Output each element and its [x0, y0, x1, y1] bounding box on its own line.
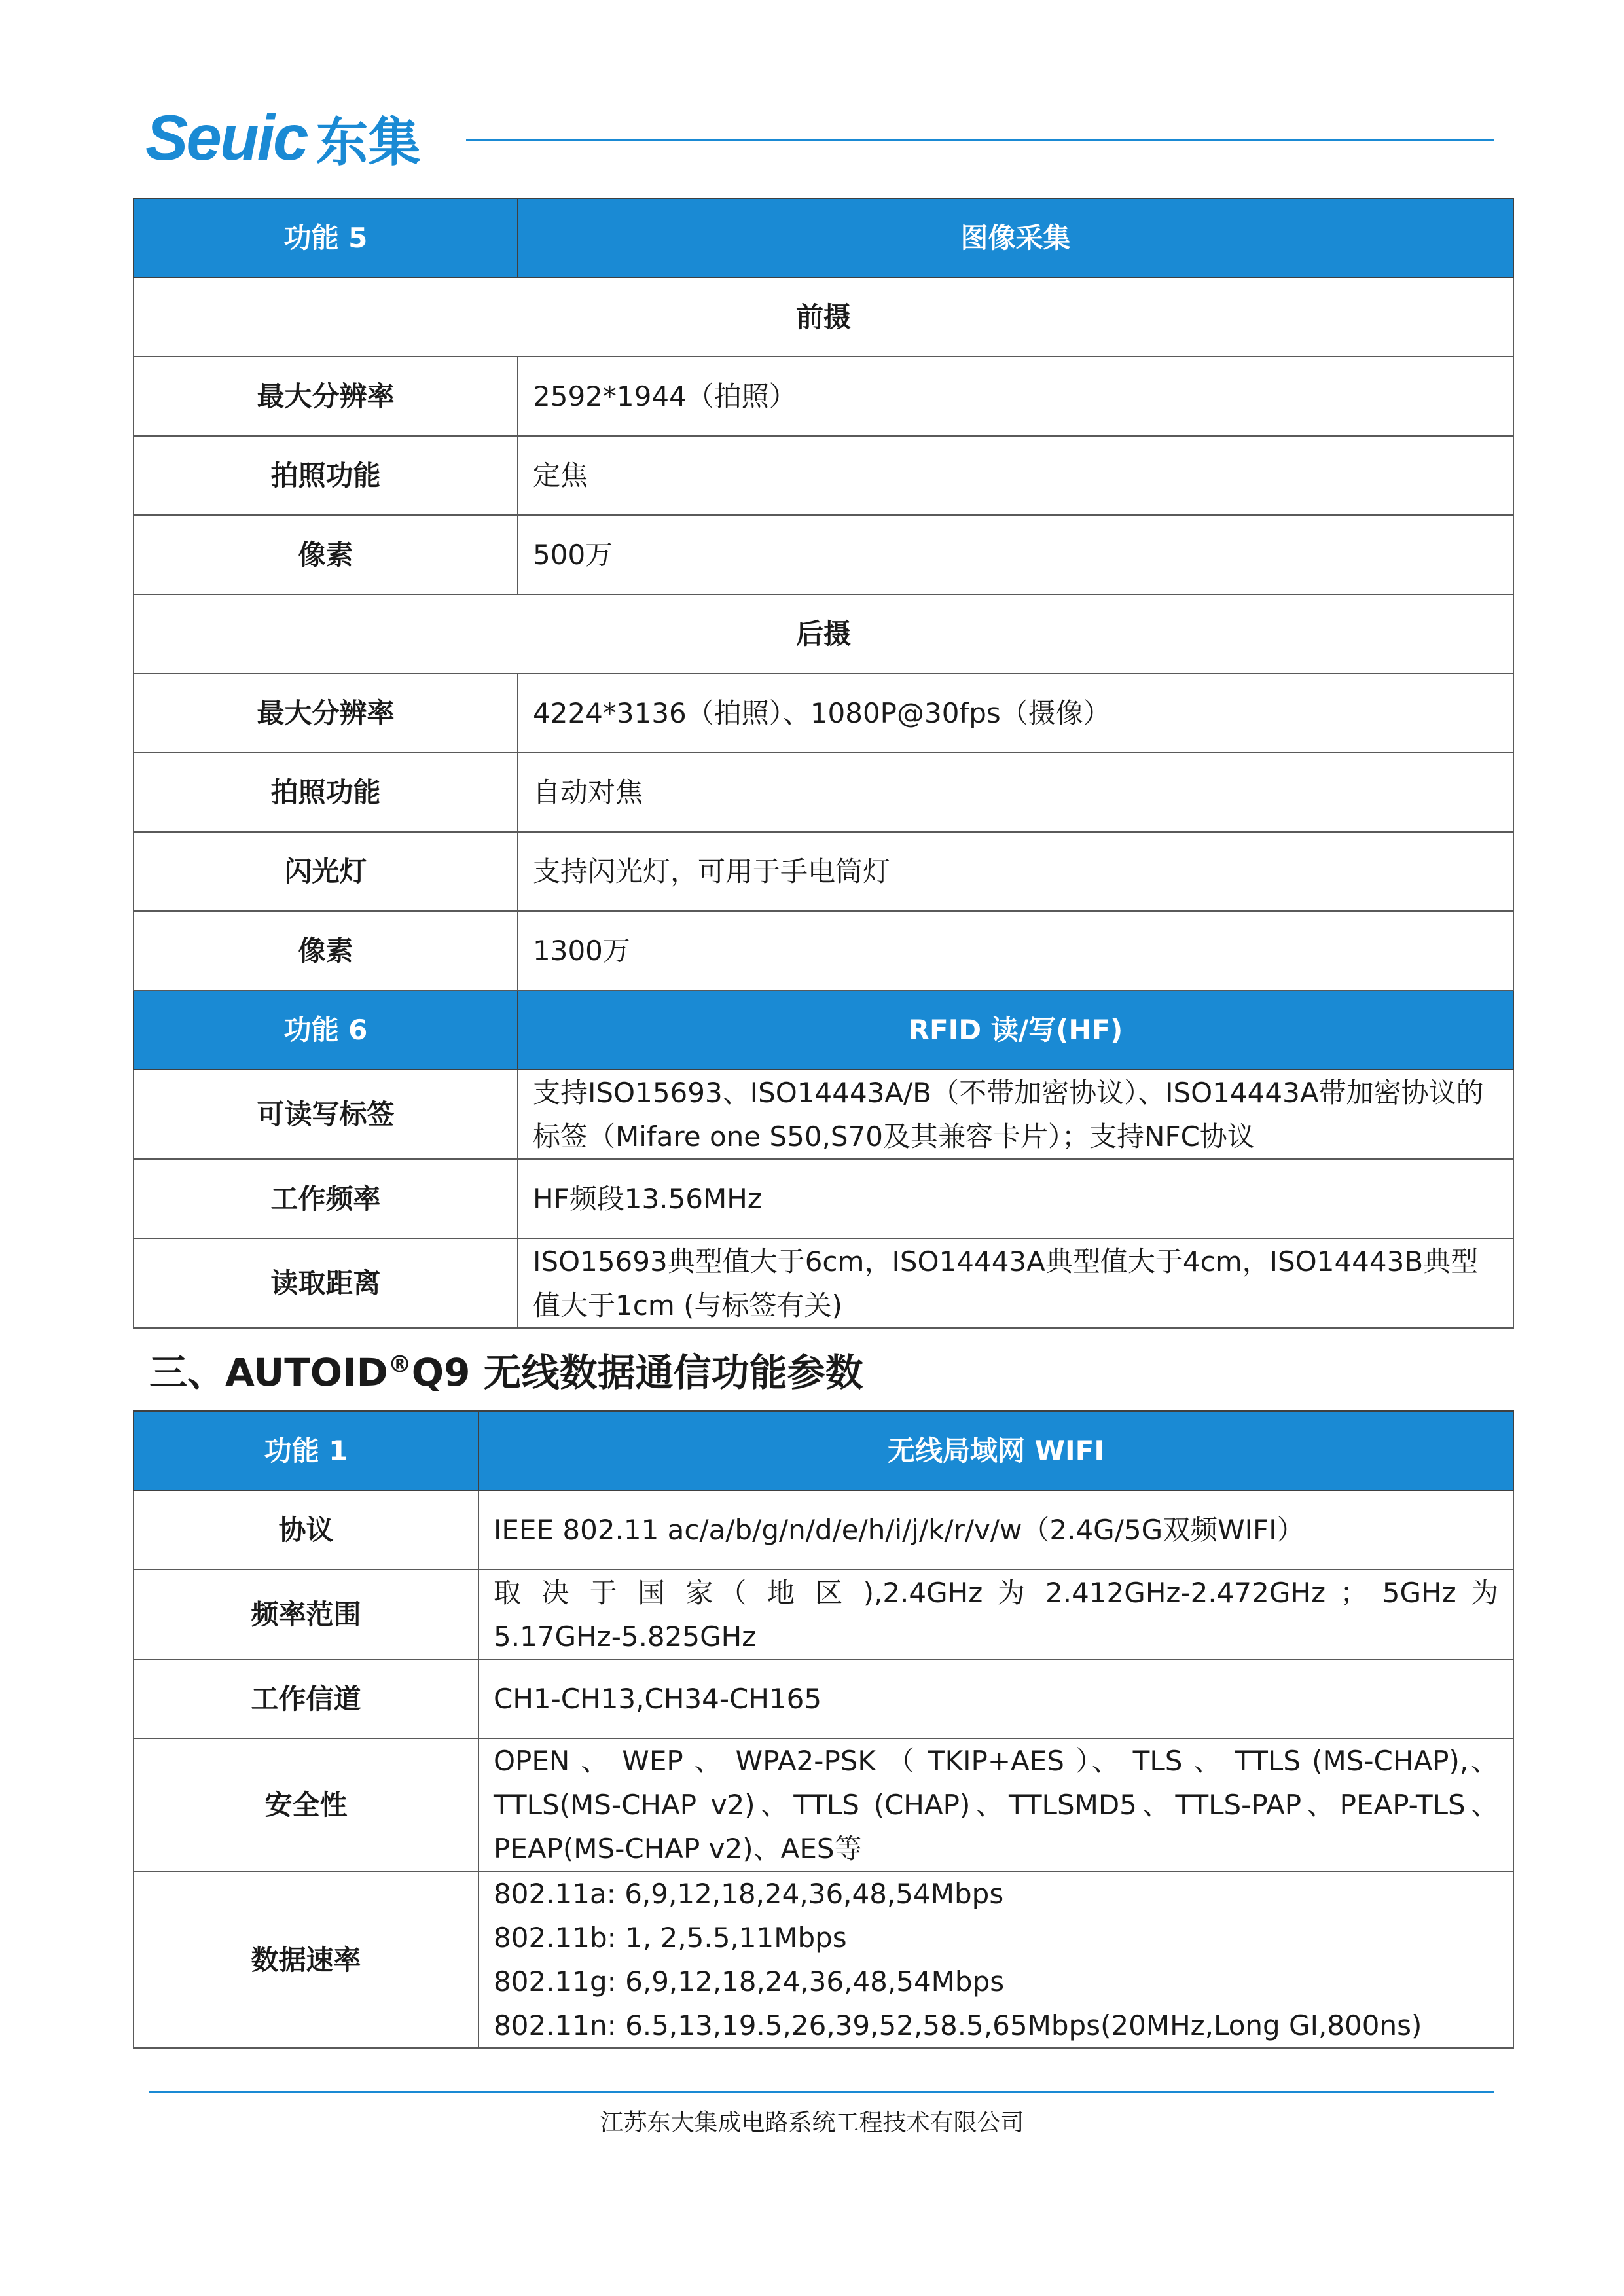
spec-label: 读取距离 [134, 1238, 518, 1328]
table-row [134, 1871, 1513, 2048]
spec-value: 取 决 于 国 家（ 地 区 ),2.4GHz 为 2.412GHz-2.472GHz ； 5GHz 为 5.17GHz-5.825GHz [478, 1570, 1513, 1659]
section-title-suffix: Q9 无线数据通信功能参数 [411, 1350, 863, 1395]
function5-label: 功能 5 [134, 198, 518, 278]
footer-divider [149, 2091, 1494, 2093]
spec-value: OPEN 、 WEP 、 WPA2-PSK （ TKIP+AES ）、 TLS 、 TTLS (MS-CHAP),、TTLS(MS-CHAP v2)、TTLS (CHAP)、TTLSMD5、TTLS-PAP、PEAP-TLS、PEAP(MS-CHAP v2)、AES等 [478, 1738, 1513, 1871]
table-row [134, 1238, 1513, 1328]
rate-line: 802.11g: 6,9,12,18,24,36,48,54Mbps [494, 1965, 1005, 1998]
function6-title: RFID 读/写(HF) [518, 990, 1513, 1069]
spec-label: 协议 [134, 1490, 478, 1570]
spec-label: 像素 [134, 911, 518, 990]
front-camera-title: 前摄 [134, 278, 1513, 357]
table-row [134, 673, 1513, 753]
spec-label: 拍照功能 [134, 753, 518, 832]
spec-value: ISO15693典型值大于6cm，ISO14443A典型值大于4cm，ISO14443B典型值大于1cm (与标签有关) [518, 1238, 1513, 1328]
spec-value: CH1-CH13,CH34-CH165 [478, 1659, 1513, 1738]
spec-value: 定焦 [518, 436, 1513, 515]
header-divider [466, 139, 1494, 141]
table-row [134, 1570, 1513, 1659]
wifi-spec-table [133, 1410, 1514, 2049]
spec-label: 可读写标签 [134, 1069, 518, 1159]
function6-label: 功能 6 [134, 990, 518, 1069]
spec-label: 闪光灯 [134, 832, 518, 911]
table-row [134, 1159, 1513, 1238]
table-row [134, 436, 1513, 515]
function1-label: 功能 1 [134, 1411, 478, 1490]
spec-value: 支持ISO15693、ISO14443A/B（不带加密协议）、ISO14443A带加密协议的标签（Mifare one S50,S70及其兼容卡片）；支持NFC协议 [518, 1069, 1513, 1159]
table-row [134, 1069, 1513, 1159]
spec-label: 最大分辨率 [134, 673, 518, 753]
spec-value: 自动对焦 [518, 753, 1513, 832]
spec-label: 安全性 [134, 1738, 478, 1871]
table-row [134, 753, 1513, 832]
table-row [134, 1738, 1513, 1871]
spec-value: 4224*3136（拍照）、1080P@30fps（摄像） [518, 673, 1513, 753]
spec-label: 像素 [134, 515, 518, 594]
function6-header-row [134, 990, 1513, 1069]
spec-value: 1300万 [518, 911, 1513, 990]
rate-line: 802.11a: 6,9,12,18,24,36,48,54Mbps [494, 1878, 1004, 1910]
footer-company: 江苏东大集成电路系统工程技术有限公司 [600, 2109, 1024, 2136]
table-row [134, 911, 1513, 990]
logo-text-cn: 东集 [316, 111, 421, 173]
spec-value: 支持闪光灯，可用于手电筒灯 [518, 832, 1513, 911]
spec-label: 频率范围 [134, 1570, 478, 1659]
table-row [134, 1490, 1513, 1570]
function5-title: 图像采集 [518, 198, 1513, 278]
front-camera-row [134, 278, 1513, 357]
registered-mark: ® [388, 1351, 412, 1378]
rate-line: 802.11b: 1, 2,5.5,11Mbps [494, 1922, 847, 1954]
spec-value [478, 1871, 1513, 2048]
logo-text-en: Seuic [145, 101, 307, 173]
spec-label: 拍照功能 [134, 436, 518, 515]
function1-title: 无线局域网 WIFI [478, 1411, 1513, 1490]
spec-value: IEEE 802.11 ac/a/b/g/n/d/e/h/i/j/k/r/v/w（2.4G/5G双频WIFI） [478, 1490, 1513, 1570]
page-header [145, 98, 1494, 177]
spec-label: 数据速率 [134, 1871, 478, 2048]
section-title [149, 1342, 863, 1397]
table-row [134, 1659, 1513, 1738]
spec-label: 工作频率 [134, 1159, 518, 1238]
table-row [134, 357, 1513, 436]
spec-value: 500万 [518, 515, 1513, 594]
rear-camera-title: 后摄 [134, 594, 1513, 673]
section-title-prefix: 三、AUTOID [149, 1350, 388, 1395]
function5-header-row [134, 198, 1513, 278]
spec-value: HF频段13.56MHz [518, 1159, 1513, 1238]
camera-rfid-spec-table [133, 198, 1514, 1329]
spec-value: 2592*1944（拍照） [518, 357, 1513, 436]
wifi-header-row [134, 1411, 1513, 1490]
table-row [134, 832, 1513, 911]
rear-camera-row [134, 594, 1513, 673]
table-row [134, 515, 1513, 594]
seuic-logo [145, 98, 420, 177]
rate-line: 802.11n: 6.5,13,19.5,26,39,52,58.5,65Mbps(20MHz,Long GI,800ns) [494, 2009, 1422, 2041]
spec-label: 最大分辨率 [134, 357, 518, 436]
spec-label: 工作信道 [134, 1659, 478, 1738]
